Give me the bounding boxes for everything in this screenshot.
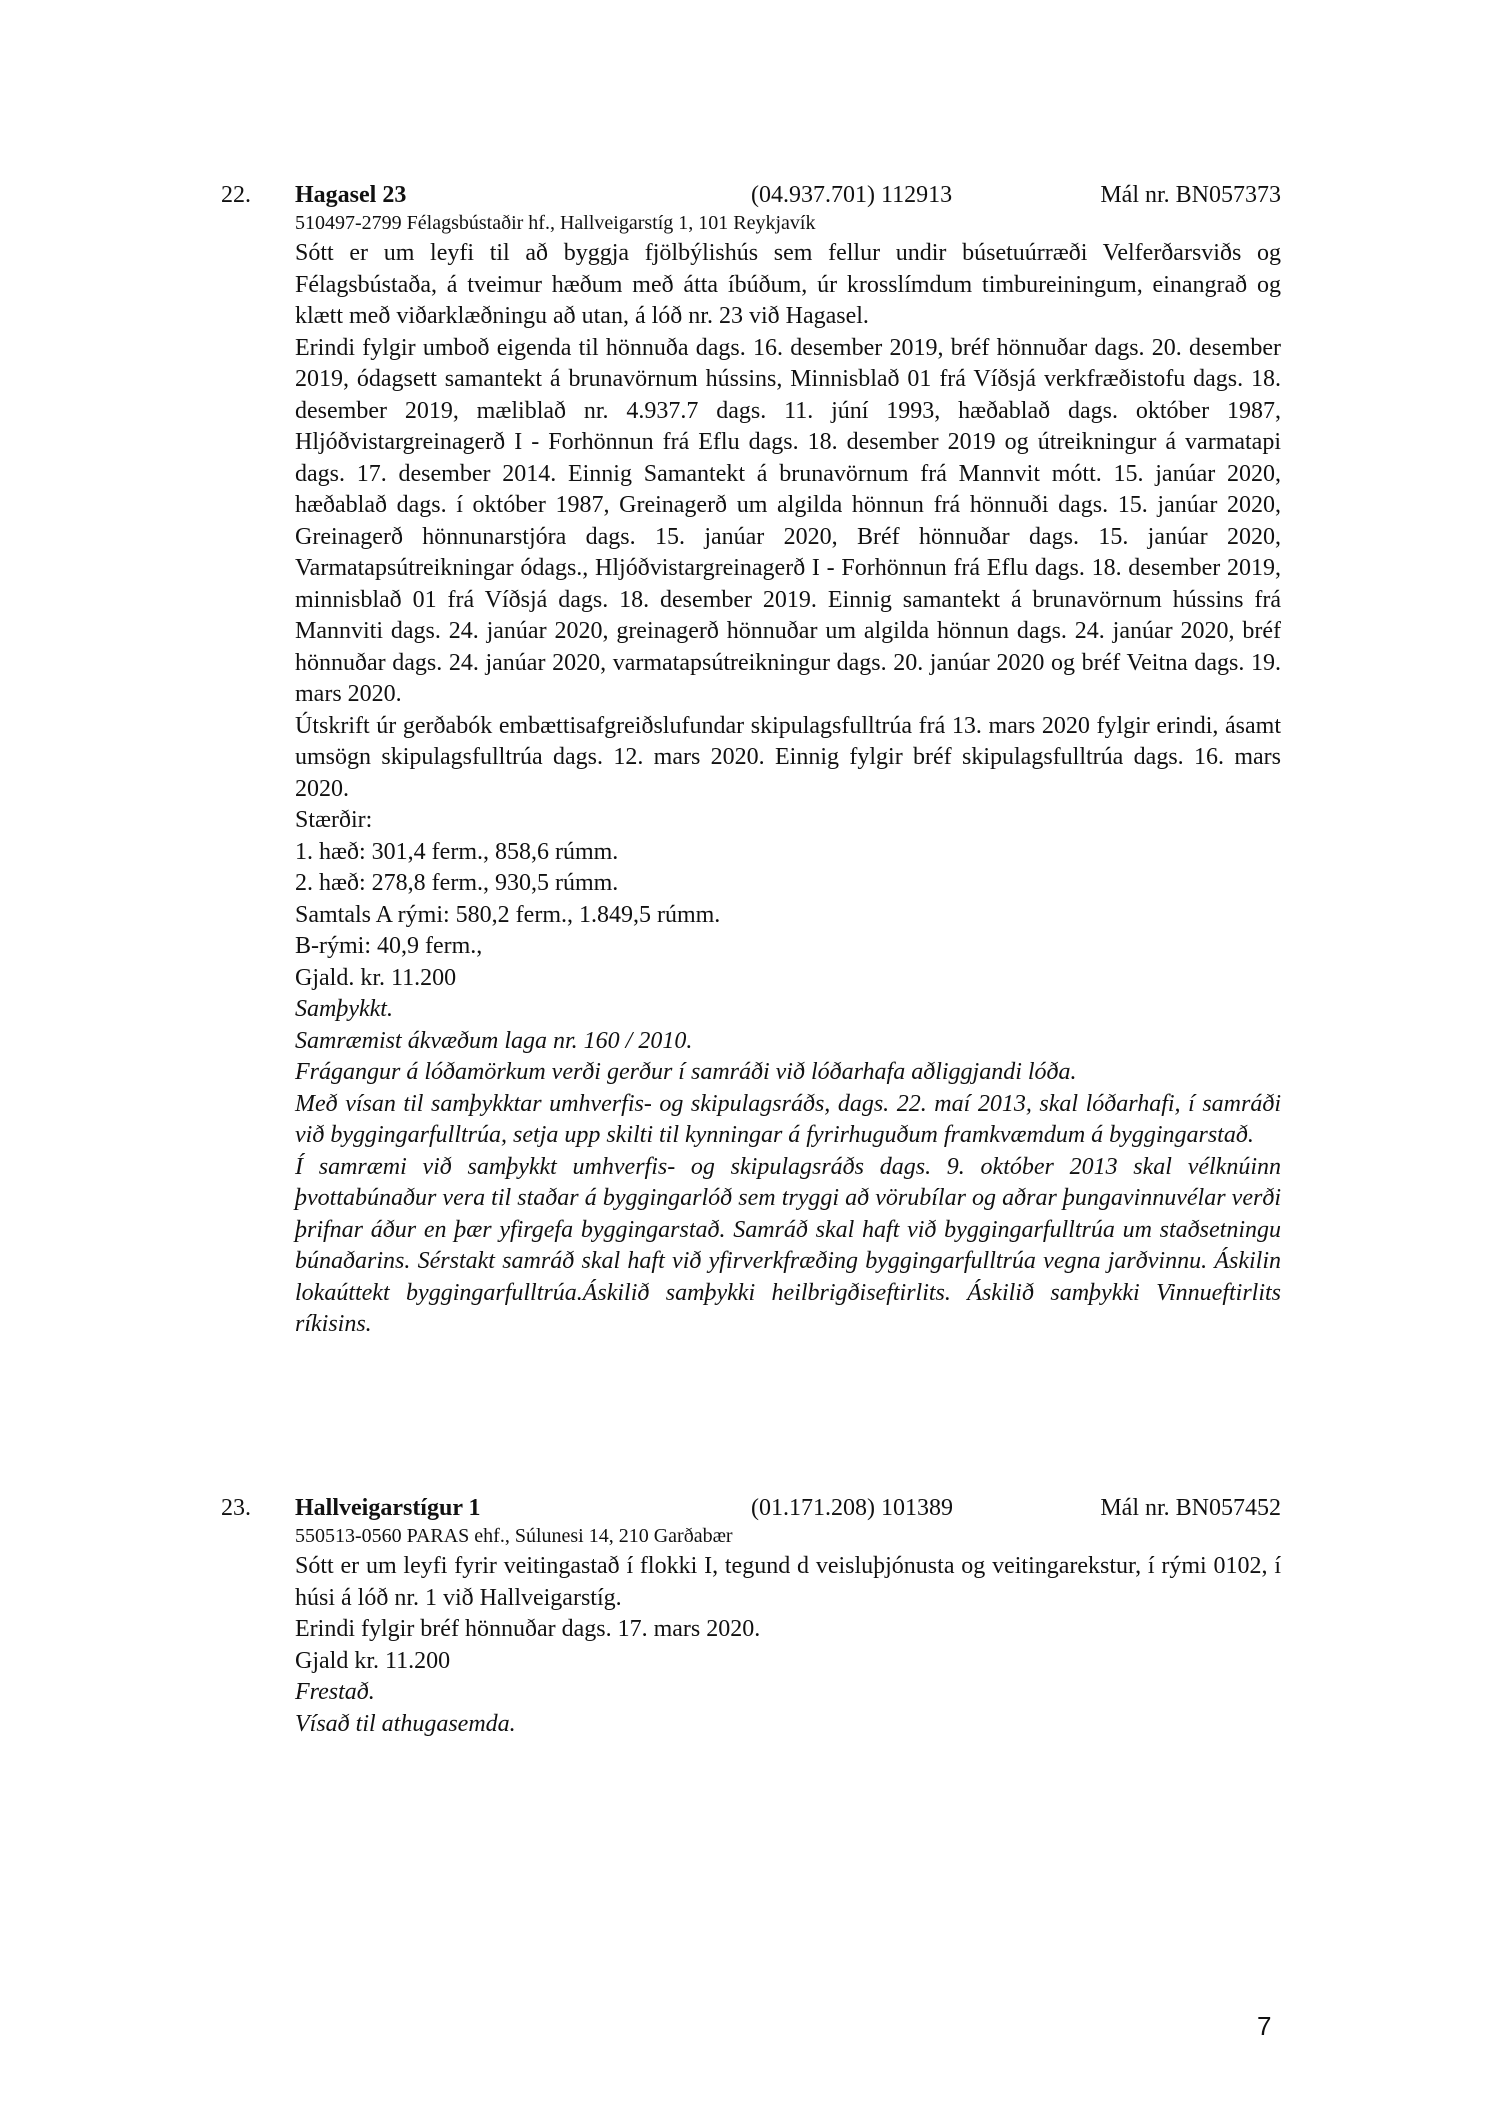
case-number-mal: Mál nr. BN057452 bbox=[1100, 1495, 1281, 1521]
case-23 bbox=[221, 1493, 1281, 1740]
attachments: Erindi fylgir umboð eigenda til hönnuða dags. 16. desember 2019, bréf hönnuðar dags. 20. desember 2019, ódagsett samantekt á brunavörnum hússins, Minnisblað 01 frá Víðsjá verkfræðistofu dags. 18. desember 2019, mæliblað nr. 4.937.7 dags. 11. júní 1993, hæðablað dags. október 1987, Hljóðvistargreinagerð I - Forhönnun frá Eflu dags. 18. desember 2019 og útreikningur á varmatapi dags. 17. desember 2014. Einnig Samantekt á brunavörnum frá Mannvit mótt. 15. janúar 2020, hæðablað dags. í október 1987, Greinagerð um algilda hönnun frá hönnuði dags. 15. janúar 2020, Greinagerð hönnunarstjóra dags. 15. janúar 2020, Bréf hönnuðar dags. 15. janúar 2020, Varmatapsútreikningar ódags., Hljóðvistargreinagerð I - Forhönnun frá Eflu dags. 18. desember 2019, minnisblað 01 frá Víðsjá dags. 18. desember 2019. Einnig samantekt á brunavörnum hússins frá Mannviti dags. 24. janúar 2020, greinagerð hönnuðar um algilda hönnun dags. 24. janúar 2020, bréf hönnuðar dags. 24. janúar 2020, varmatapsútreikningur dags. 20. janúar 2020 og bréf Veitna dags. 19. mars 2020. bbox=[295, 334, 1281, 707]
size-line: Samtals A rými: 580,2 ferm., 1.849,5 rúmm. bbox=[295, 901, 721, 928]
case-address: Hagasel 23 bbox=[295, 182, 407, 208]
size-line: B-rými: 40,9 ferm., bbox=[295, 933, 483, 959]
case-number: 22. bbox=[221, 182, 251, 208]
case-header bbox=[221, 180, 1281, 210]
decision-line: Í samræmi við samþykkt umhverfis- og skipulagsráðs dags. 9. október 2013 skal vélknúinn þvottabúnaður vera til staðar á byggingarlóð sem tryggi að vörubílar og aðrar þungavinnuvélar verði þrifnar áður en þær yfirgefa byggingarstað. Samráð skal haft við byggingarfulltrúa um staðsetningu búnaðarins. Sérstakt samráð skal haft við yfirverkfræðing byggingarfulltrúa vegna jarðvinnu. Áskilin lokaúttekt byggingarfulltrúa.Áskilið samþykki heilbrigðiseftirlits. Áskilið samþykki Vinnueftirlits ríkisins. bbox=[295, 1153, 1281, 1337]
case-address: Hallveigarstígur 1 bbox=[295, 1495, 481, 1521]
attachments: Erindi fylgir bréf hönnuðar dags. 17. mars 2020. bbox=[295, 1616, 761, 1642]
case-22 bbox=[221, 180, 1281, 1341]
decision-line: Frágangur á lóðamörkum verði gerður í samráði við lóðarhafa aðliggjandi lóða. bbox=[295, 1059, 1077, 1085]
decision-line: Samræmist ákvæðum laga nr. 160 / 2010. bbox=[295, 1027, 693, 1054]
case-header bbox=[221, 1493, 1281, 1523]
sizes-label: Stærðir: bbox=[295, 807, 373, 833]
decision-line: Samþykkt. bbox=[295, 996, 393, 1022]
fee: Gjald kr. 11.200 bbox=[295, 1647, 451, 1674]
fee: Gjald. kr. 11.200 bbox=[295, 964, 457, 991]
applicant: 550513-0560 PARAS ehf., Súlunesi 14, 210 Garðabær bbox=[295, 1525, 733, 1547]
decision-line: Með vísan til samþykktar umhverfis- og skipulagsráðs, dags. 22. maí 2013, skal lóðarhafi, í samráði við byggingarfulltrúa, setja upp skilti til kynningar á fyrirhuguðum framkvæmdum á byggingarstað. bbox=[295, 1090, 1281, 1148]
case-reference: (01.171.208) 101389 bbox=[751, 1495, 953, 1521]
applicant: 510497-2799 Félagsbústaðir hf., Hallveigarstíg 1, 101 Reykjavík bbox=[295, 212, 816, 234]
case-number-mal: Mál nr. BN057373 bbox=[1100, 182, 1281, 208]
case-number: 23. bbox=[221, 1495, 251, 1521]
decision-line: Vísað til athugasemda. bbox=[295, 1710, 516, 1737]
case-body bbox=[295, 1523, 1281, 1740]
page-number: 7 bbox=[1257, 2011, 1272, 2041]
extract: Útskrift úr gerðabók embættisafgreiðslufundar skipulagsfulltrúa frá 13. mars 2020 fylgir erindi, ásamt umsögn skipulagsfulltrúa dags. 12. mars 2020. Einnig fylgir bréf skipulagsfulltrúa dags. 16. mars 2020. bbox=[295, 712, 1281, 802]
size-line: 2. hæð: 278,8 ferm., 930,5 rúmm. bbox=[295, 870, 619, 896]
case-reference: (04.937.701) 112913 bbox=[751, 182, 953, 208]
description: Sótt er um leyfi til að byggja fjölbýlishús sem fellur undir búsetuúrræði Velferðarsviðs og Félagsbústaða, á tveimur hæðum með átta íbúðum, úr krosslímdum timbureiningum, einangrað og klætt með viðarklæðningu að utan, á lóð nr. 23 við Hagasel. bbox=[295, 240, 1281, 329]
size-line: 1. hæð: 301,4 ferm., 858,6 rúmm. bbox=[295, 838, 619, 865]
decision-line: Frestað. bbox=[295, 1679, 375, 1705]
case-body bbox=[295, 210, 1281, 1341]
description: Sótt er um leyfi fyrir veitingastað í flokki I, tegund d veisluþjónusta og veitingarekstur, í rými 0102, í húsi á lóð nr. 1 við Hallveigarstíg. bbox=[295, 1553, 1281, 1611]
